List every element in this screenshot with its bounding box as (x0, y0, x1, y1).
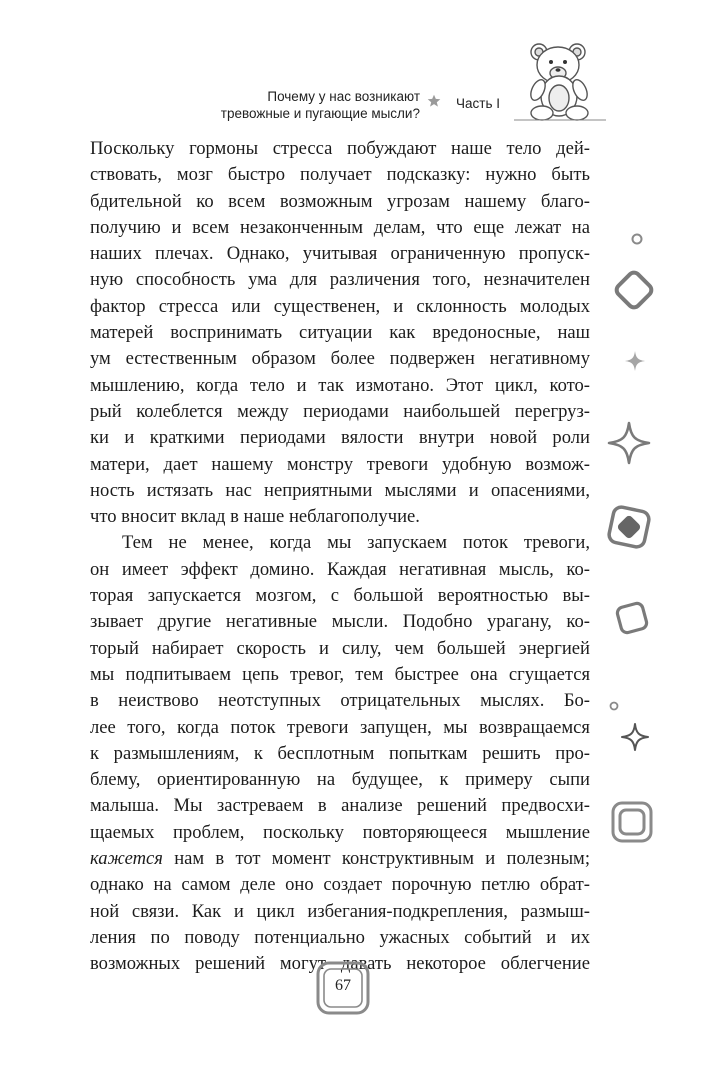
page-number: 67 (335, 977, 351, 994)
text-line: он имеет эффект домино. Каждая негативная мысль, ко- (90, 558, 590, 580)
text-line: что вносит вклад в наше неблагополучие. (90, 506, 420, 528)
text-line: торый набирает скорость и силу, чем большей энергией (90, 637, 590, 659)
sparkle-small-outline-icon (620, 722, 650, 752)
text-line: ную способность ума для различения того, незначителен (90, 269, 590, 291)
running-title-line-1: Почему у нас возникают (267, 89, 420, 104)
text-line: к размышлениям, к бесплотным попыткам решить про- (90, 742, 590, 764)
paragraph-2 (90, 530, 590, 977)
text-line: ной связи. Как и цикл избегания-подкрепления, размыш- (90, 900, 590, 922)
running-title (140, 88, 420, 122)
rounded-diamond-icon (610, 266, 658, 314)
text-line: ки и краткими периодами вялости внутри новой роли (90, 427, 590, 449)
text-line-with-emphasis: кажется нам в тот момент конструктивным и полезным; (90, 848, 590, 870)
filled-rounded-square-icon (606, 504, 652, 550)
dot-icon (608, 700, 620, 712)
text-line: возможных решений могут давать некоторое облегчение (90, 953, 590, 975)
text-line: в неиствово неотступных отрицательных мыслях. Бо- (90, 690, 590, 712)
text-line: зывает другие негативные мысли. Подобно урагану, ко- (90, 611, 590, 633)
body-text (90, 136, 590, 978)
text-line: Тем не менее, когда мы запускаем поток тревоги, (122, 532, 590, 554)
text-line: однако на самом деле оно создает порочную петлю обрат- (90, 874, 590, 896)
text-line: ствовать, мозг быстро получает подсказку: нужно быть (90, 164, 590, 186)
text-line: бдительной ко всем возможным угрозам нашему благо- (90, 190, 590, 212)
text-line: фактор стресса или существенен, и склонность молодых (90, 295, 590, 317)
text-line: матери, дает нашему монстру тревоги удобную возмож- (90, 453, 590, 475)
text-line: лее того, когда поток тревоги запущен, мы возвращаемся (90, 716, 590, 738)
text-line: получию и всем незаконченным делам, что еще лежат на (90, 216, 590, 238)
text-line: матерей воспринимать ситуации как вредоносные, наш (90, 322, 590, 344)
text-line: мышлению, когда тело и так измотано. Этот цикл, кото- (90, 374, 590, 396)
text-line: малыша. Мы застреваем в анализе решений предвосхи- (90, 795, 590, 817)
running-title-line-2: тревожные и пугающие мысли? (220, 106, 420, 121)
sparkle-outline-icon (606, 420, 652, 466)
running-header (0, 0, 712, 125)
text-line: мы подпитываем цепь тревог, тем быстрее она сгущается (90, 663, 590, 685)
tilted-square-icon (612, 598, 652, 638)
teddy-bear-icon (514, 38, 606, 122)
text-line: рый колеблется между периодами наибольшей перегруз- (90, 400, 590, 422)
text-line: ления по поводу потенциально ужасных событий и их (90, 926, 590, 948)
text-line: Поскольку гормоны стресса побуждают наше тело дей- (90, 138, 590, 159)
text-line: щаемых проблем, поскольку повторяющееся мышление (90, 821, 590, 843)
part-label: Часть I (456, 96, 500, 111)
sparkle-small-icon (624, 350, 646, 372)
paragraph-1 (90, 136, 590, 530)
text-line: ум естественным образом более подвержен негативному (90, 348, 590, 370)
text-line: торая запускается мозгом, с большой вероятностью вы- (90, 585, 590, 607)
double-square-icon (610, 800, 654, 844)
emphasized-word: кажется (90, 848, 163, 870)
small-circle-icon (630, 232, 644, 246)
star-separator-icon (427, 94, 441, 108)
text-line: наших плечах. Однако, учитывая ограниченную пропуск- (90, 243, 590, 265)
text-line: блему, ориентированную на будущее, к примеру сыпи (90, 769, 590, 791)
text-line: ность истязать нас неприятными мыслями и опасениями, (90, 479, 590, 501)
